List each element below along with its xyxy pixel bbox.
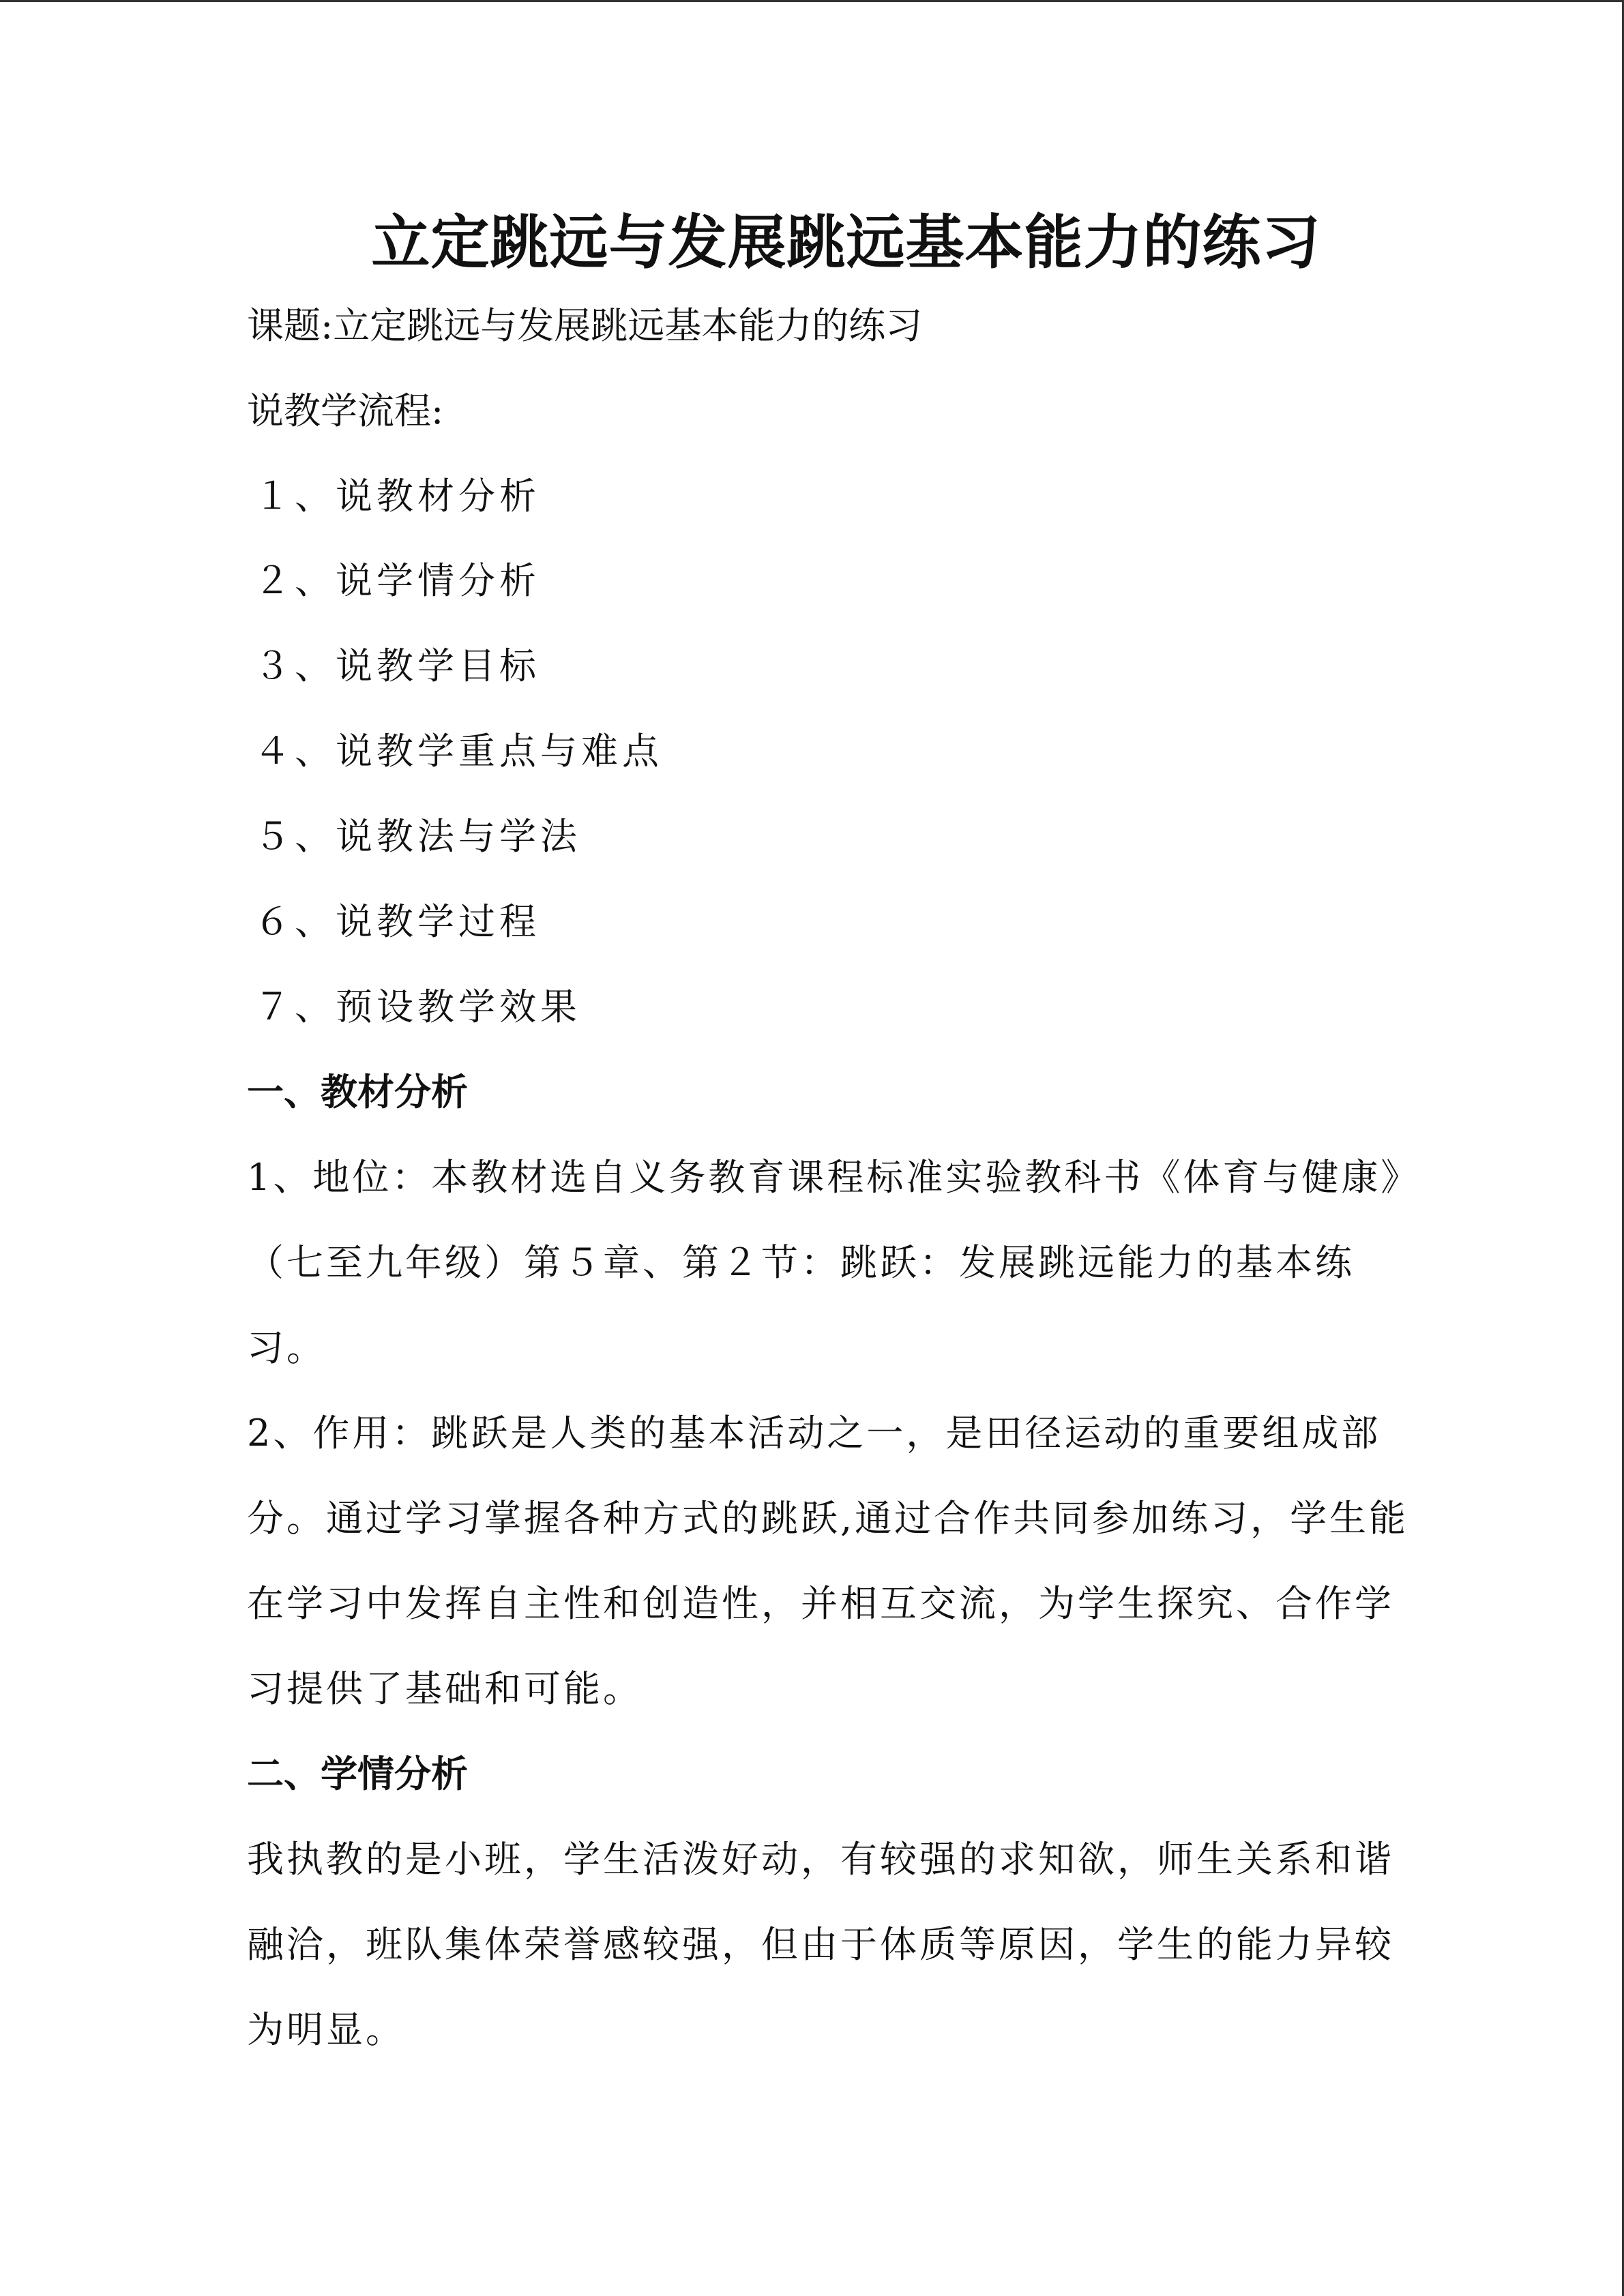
- subject-line: 课题:立定跳远与发展跳远基本能力的练习: [247, 304, 923, 347]
- flow-heading: 说教学流程:: [247, 389, 444, 432]
- paragraph-line: （七至九年级）第５章、第２节：跳跃：发展跳远能力的基本练: [247, 1241, 1355, 1284]
- flow-item: ４、说教学重点与难点: [254, 730, 663, 773]
- paragraph-line: 习。: [247, 1326, 326, 1369]
- flow-item: ６、说教学过程: [254, 900, 540, 943]
- paragraph-line: 为明显。: [247, 2008, 405, 2051]
- flow-item: １、说教材分析: [254, 475, 540, 518]
- paragraph-line: 在学习中发挥自主性和创造性，并相互交流，为学生探究、合作学: [247, 1582, 1394, 1625]
- document-title: 立定跳远与发展跳远基本能力的练习: [371, 209, 1321, 277]
- flow-item: ２、说学情分析: [254, 559, 540, 602]
- paragraph-line: 习提供了基础和可能。: [247, 1667, 643, 1710]
- paragraph-line: 分。通过学习掌握各种方式的跳跃,通过合作共同参加练习，学生能: [247, 1497, 1409, 1540]
- paragraph-line: 融洽，班队集体荣誉感较强，但由于体质等原因，学生的能力异较: [247, 1923, 1394, 1966]
- paragraph-line: 1、地位：本教材选自义务教育课程标准实验教科书《体育与健康》: [247, 1156, 1421, 1199]
- flow-item: ７、预设教学效果: [254, 985, 581, 1028]
- paragraph-line: 2、作用：跳跃是人类的基本活动之一，是田径运动的重要组成部: [247, 1412, 1381, 1455]
- section-heading-materials: 一、教材分析: [247, 1071, 468, 1114]
- section-heading-students: 二、学情分析: [247, 1753, 468, 1795]
- flow-item: ５、说教法与学法: [254, 815, 581, 858]
- flow-item: ３、说教学目标: [254, 644, 540, 687]
- paragraph-line: 我执教的是小班，学生活泼好动，有较强的求知欲，师生关系和谐: [247, 1838, 1394, 1881]
